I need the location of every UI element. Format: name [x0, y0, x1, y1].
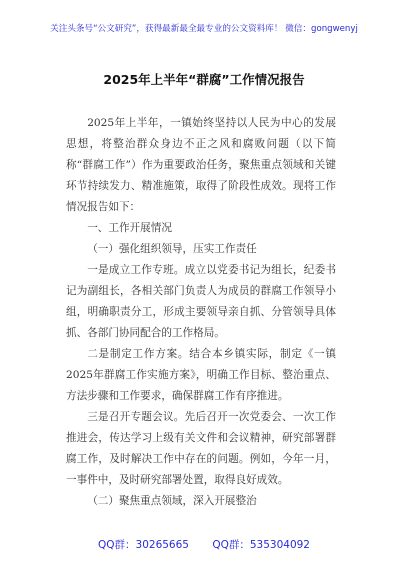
paragraph-item-1: 一是成立工作专班。成立以党委书记为组长，纪委书记为副组长，各相关部门负责人为成员的群腐工作领导小组，明确职责分工，形成主要领导亲自抓、分管领导具体抓、各部门协同配合的工作格局。	[66, 264, 336, 339]
header-banner: 关注头条号“公文研究”，获得最新最全最专业的公文资料库！ 微信：gongwenyj	[50, 24, 358, 34]
document-body	[66, 113, 336, 512]
paragraph-intro: 2025年上半年，一镇始终坚持以人民为中心的发展思想，将整治群众身边不正之风和腐败问题（以下简称“群腐工作”）作为重要政治任务，聚焦重点领域和关键环节持续发力、精准施策，取得了阶段性成效。现将工作情况报告如下：	[66, 117, 336, 213]
paragraph-item-3: 三是召开专题会议。先后召开一次党委会、一次工作推进会，传达学习上级有关文件和会议精神，研究部署群腐工作，及时解决工作中存在的问题。例如，今年一月，一事件中，及时研究部署处置，取得良好成效。	[66, 411, 336, 486]
footer-qq-group-2: QQ群：535304092	[212, 539, 310, 551]
footer	[0, 537, 408, 552]
subsection-heading-2: （二）聚焦重点领域，深入开展整治	[87, 495, 257, 507]
document-title: 2025年上半年“群腐”工作情况报告	[103, 72, 305, 87]
paragraph-item-2: 二是制定工作方案。结合本乡镇实际，制定《一镇2025年群腐工作实施方案》，明确工作目标、整治重点、方法步骤和工作要求，确保群腐工作有序推进。	[66, 348, 336, 402]
subsection-heading-1: （一）强化组织领导，压实工作责任	[87, 243, 257, 255]
footer-qq-group-1: QQ群：30265665	[98, 539, 189, 551]
section-heading-1: 一、工作开展情况	[87, 222, 172, 234]
